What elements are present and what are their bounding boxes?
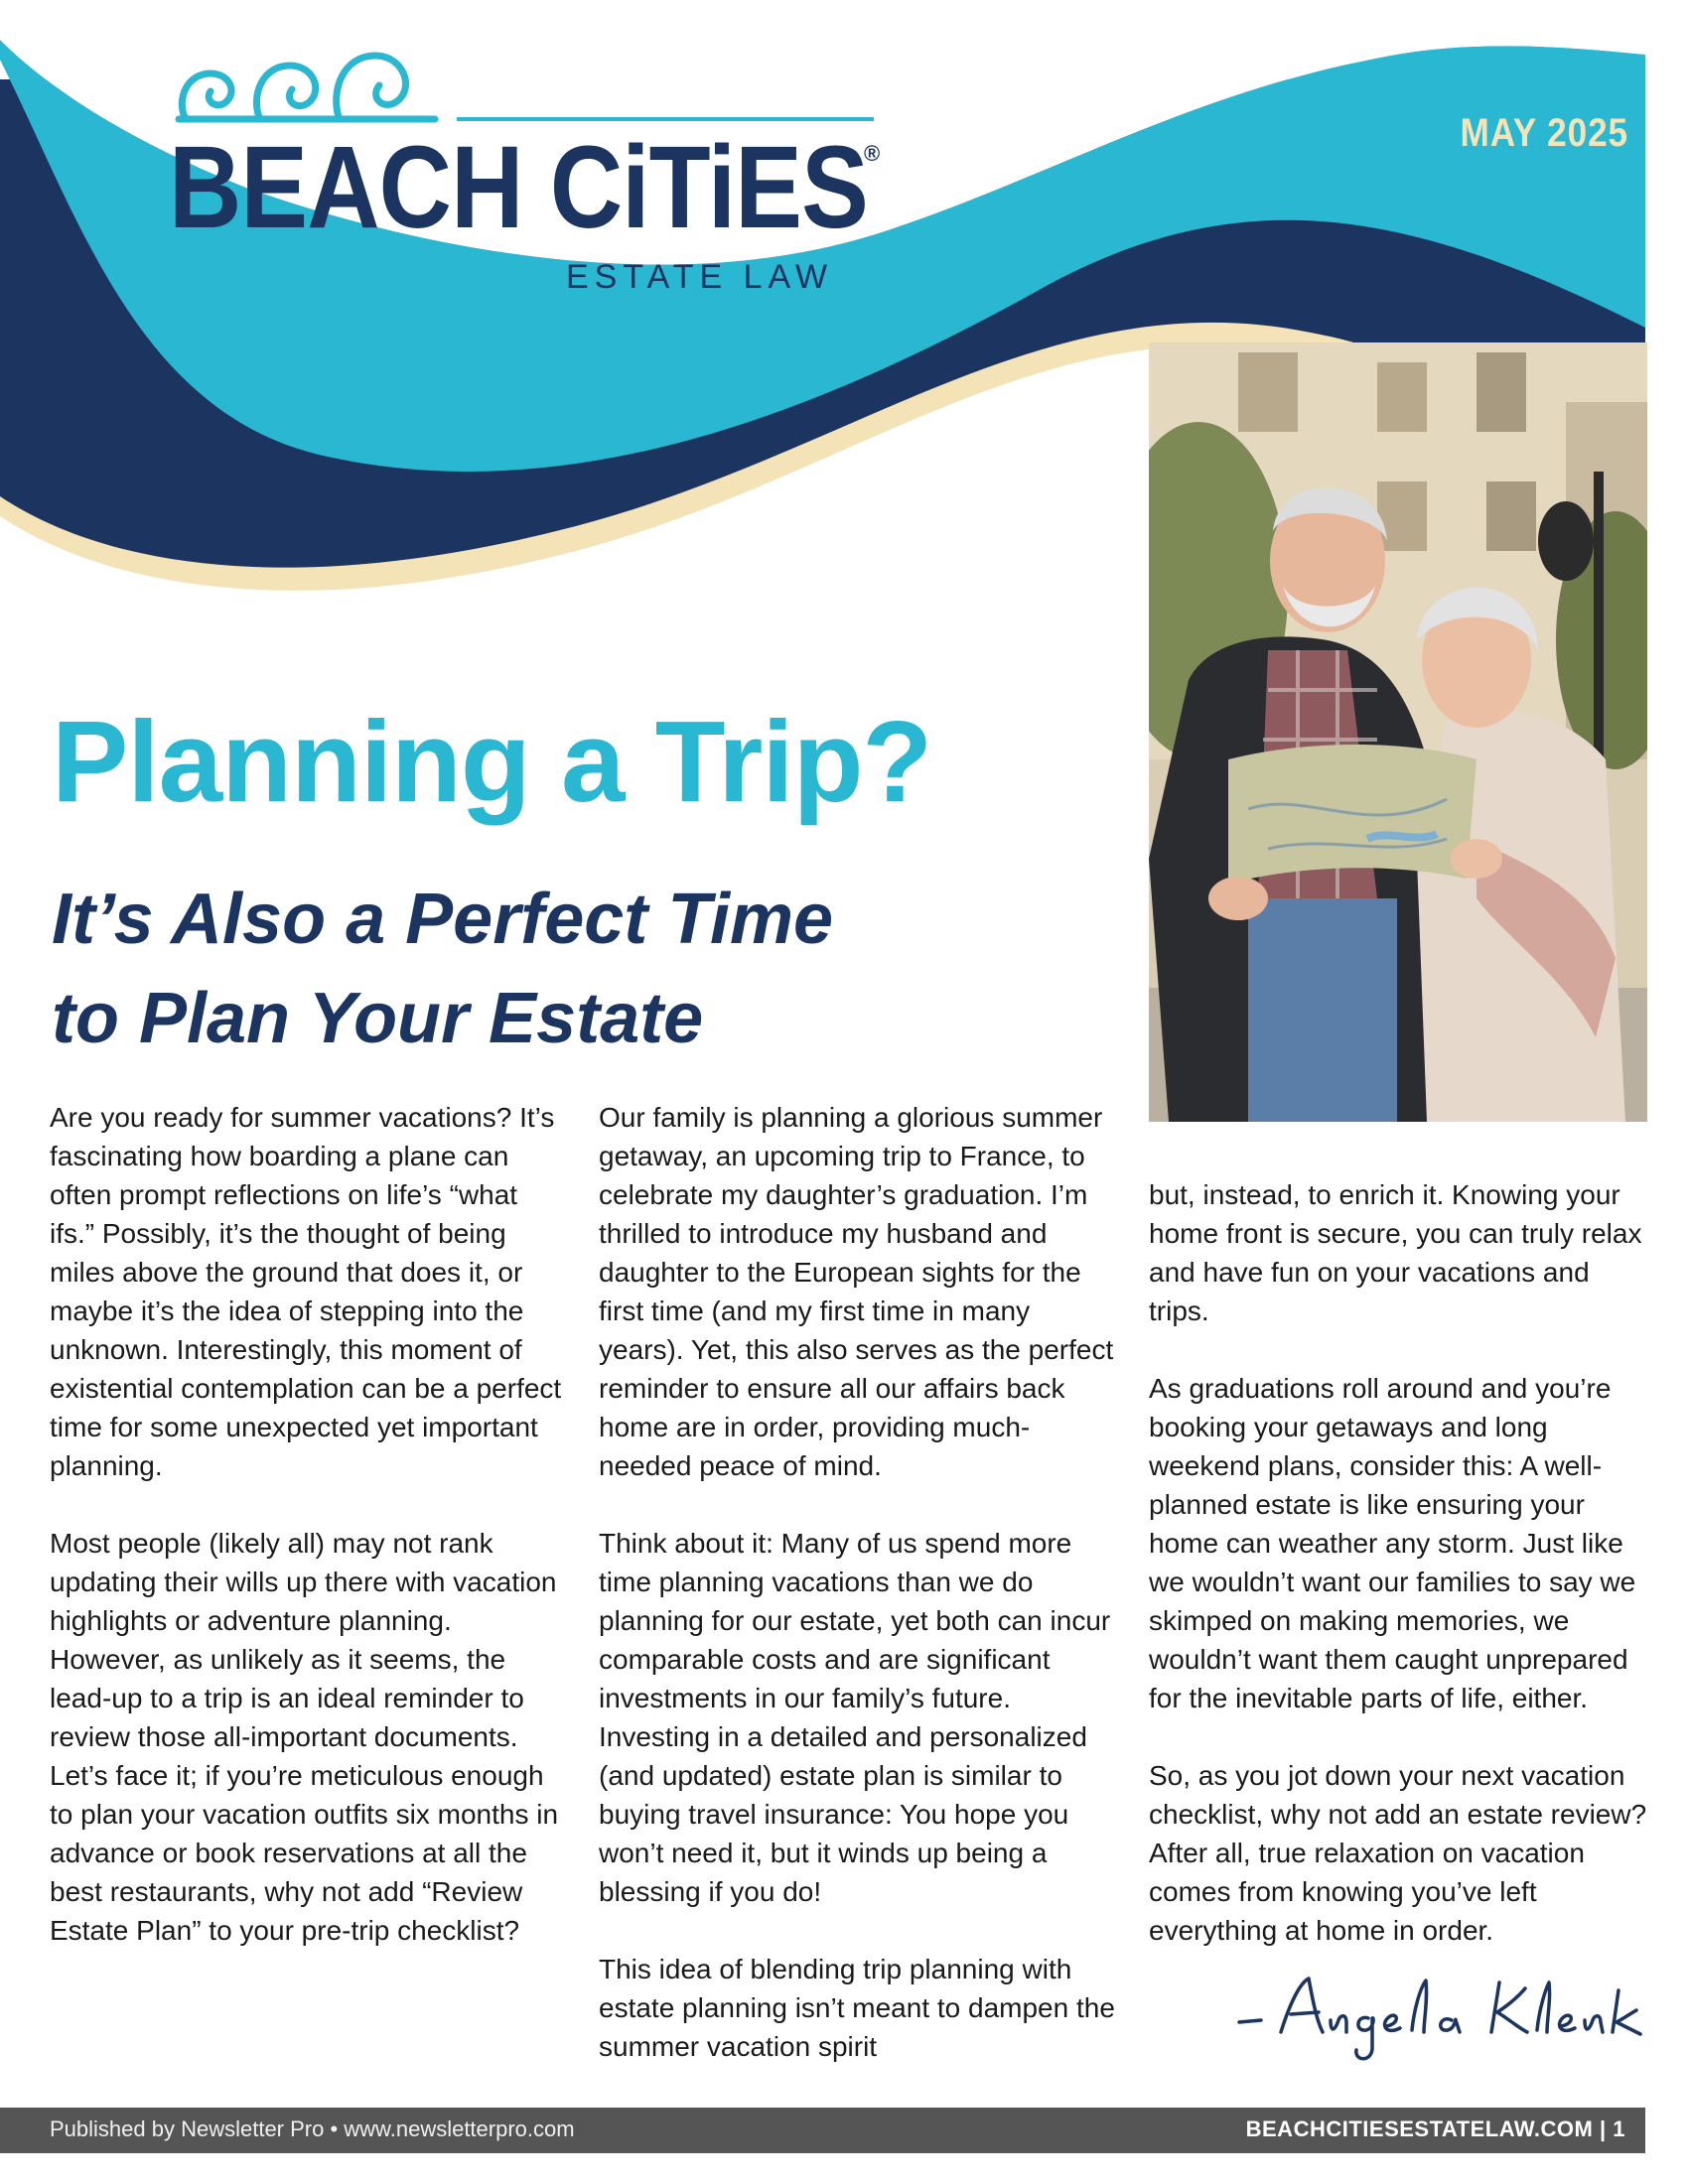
subheadline-line-1: It’s Also a Perfect Time bbox=[52, 880, 834, 959]
issue-date: MAY 2025 bbox=[1460, 111, 1628, 155]
publisher-credit: Published by Newsletter Pro • www.newsletterpro.com bbox=[50, 2116, 575, 2141]
paragraph: Are you ready for summer vacations? It’s fascinating how boarding a plane can often prompt reflections on life’s “what ifs.” Possibly, it’s the thought of being miles above the ground that does it, or maybe it’s the idea of stepping into the unknown. Interestingly, this moment of existential contemplation can be a perfect time for some unexpected yet important planning. bbox=[50, 1102, 562, 1481]
author-signature bbox=[1231, 1971, 1648, 2065]
article-column-2 bbox=[599, 1098, 1115, 2105]
article-column-3 bbox=[1149, 1175, 1655, 1988]
brand-subtitle: ESTATE LAW bbox=[566, 258, 834, 296]
logo-rule-bottom bbox=[169, 270, 531, 274]
paragraph: Most people (likely all) may not rank updating their wills up there with vacation highlights or adventure planning. However, as unlikely as it seems, the lead-up to a trip is an ideal reminder to review those all-important documents. Let’s face it; if you’re meticulous enough to plan your vacation outfits six months in advance or book reservations at all the best restaurants, why not add “Review Estate Plan” to your pre-trip checklist? bbox=[50, 1528, 559, 1946]
page-footer bbox=[0, 2108, 1645, 2153]
paragraph: This idea of blending trip planning with estate planning isn’t meant to dampen the summer vacation spirit bbox=[599, 1954, 1115, 2062]
wave-swirls-icon bbox=[175, 50, 443, 129]
brand-logo bbox=[169, 50, 904, 308]
couple-with-map-photo bbox=[1149, 342, 1647, 1122]
article-column-1 bbox=[50, 1098, 566, 1988]
paragraph: As graduations roll around and you’re booking your getaways and long weekend plans, consider this: A well-planned estate is like ensuring your home can weather any storm. Just like we wouldn’t want our families to say we skimped on making memories, we wouldn’t want them caught unprepared for the inevitable parts of life, either. bbox=[1149, 1373, 1636, 1713]
brand-name: BEACH CiTiES bbox=[169, 122, 868, 253]
headline: Planning a Trip? bbox=[52, 697, 932, 826]
subheadline-line-2: to Plan Your Estate bbox=[52, 979, 704, 1058]
logo-rule-top bbox=[457, 117, 874, 121]
registered-mark: ® bbox=[864, 141, 881, 166]
paragraph: Think about it: Many of us spend more time planning vacations than we do planning for our estate, yet both can incur comparable costs and are significant investments in our family’s future. Investing in a detailed and personalized (and updated) estate plan is similar to buying travel insurance: You hope you won’t need it, but it winds up being a blessing if you do! bbox=[599, 1528, 1111, 1907]
paragraph: Our family is planning a glorious summer getaway, an upcoming trip to France, to celebrate my daughter’s graduation. I’m thrilled to introduce my husband and daughter to the European sights for the first time (and my first time in many years). Yet, this also serves as the perfect reminder to ensure all our affairs back home are in order, providing much-needed peace of mind. bbox=[599, 1102, 1114, 1481]
paragraph: So, as you jot down your next vacation checklist, why not add an estate review? After all, true relaxation on vacation comes from knowing you’ve left everything at home in order. bbox=[1149, 1760, 1647, 1946]
paragraph: but, instead, to enrich it. Knowing your home front is secure, you can truly relax and have fun on your vacations and trips. bbox=[1149, 1179, 1642, 1326]
subheadline bbox=[52, 870, 833, 1068]
site-url-page-number: BEACHCITIESESTATELAW.COM | 1 bbox=[1245, 2116, 1625, 2141]
